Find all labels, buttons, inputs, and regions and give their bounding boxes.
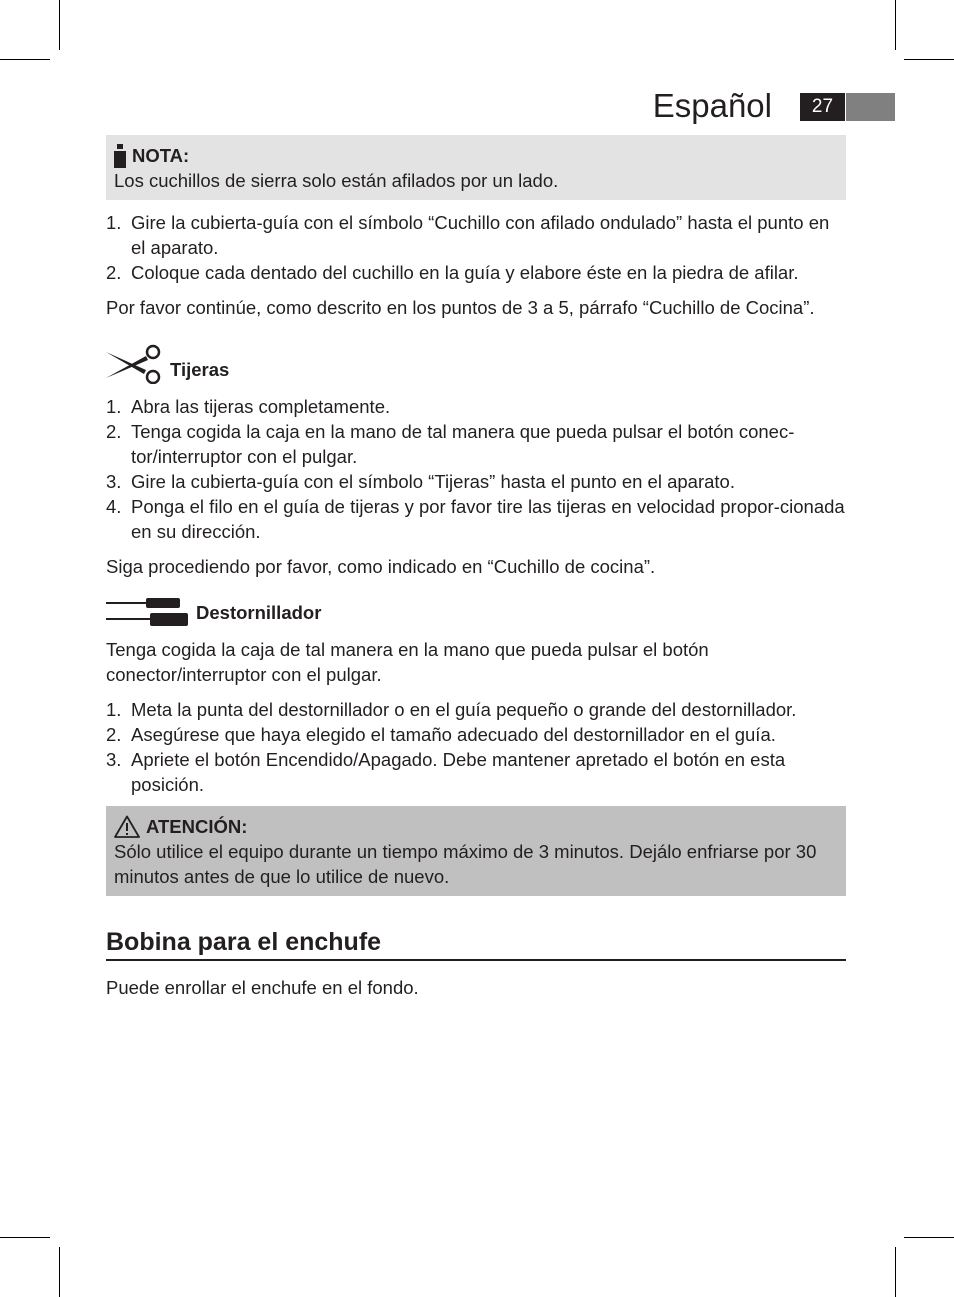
screwdriver-icon <box>106 597 188 627</box>
screwdriver-heading-row <box>106 597 846 627</box>
warning-title-row <box>114 814 838 839</box>
serrated-continue: Por favor continúe, como descrito en los puntos de 3 a 5, párrafo “Cuchillo de Cocina”. <box>106 297 815 318</box>
list-item: 3. Gire la cubierta-guía con el símbolo “Tijeras” hasta el punto en el aparato. <box>106 471 735 492</box>
list-item: 1. Meta la punta del destornillador o en el guía pequeño o grande del destornillador. <box>106 699 797 720</box>
note-title-row <box>114 143 838 168</box>
list-item: 3. Apriete el botón Encendido/Apagado. Debe mantener apretado el botón en esta posición. <box>106 749 786 795</box>
screwdriver-intro: Tenga cogida la caja de tal manera en la mano que pueda pulsar el botón conector/interruptor con el pulgar. <box>106 639 709 685</box>
crop-mark <box>59 1247 60 1297</box>
crop-mark <box>895 1247 896 1297</box>
list-item: 2. Asegúrese que haya elegido el tamaño adecuado del destornillador en el guía. <box>106 724 776 745</box>
crop-mark <box>0 1237 50 1238</box>
header-bar <box>846 93 895 121</box>
crop-mark <box>904 59 954 60</box>
page-content <box>106 135 846 1000</box>
note-text: Los cuchillos de sierra solo están afilados por un lado. <box>114 170 559 191</box>
scissors-heading: Tijeras <box>170 359 230 380</box>
screwdriver-heading: Destornillador <box>196 602 322 623</box>
crop-mark <box>904 1237 954 1238</box>
scissors-steps <box>106 394 846 544</box>
screwdriver-steps <box>106 697 846 797</box>
list-item: 1. Abra las tijeras completamente. <box>106 396 391 417</box>
note-box <box>106 135 846 200</box>
warning-text: Sólo utilice el equipo durante un tiempo máximo de 3 minutos. Dejálo enfriarse por 30 minutos antes de que lo utilice de nuevo. <box>114 841 817 887</box>
scissors-heading-row <box>106 344 846 384</box>
list-item: 1. Gire la cubierta-guía con el símbolo “Cuchillo con afilado ondulado” hasta el punto en el aparato. <box>106 212 830 258</box>
page-language-title: Español <box>652 87 772 124</box>
cord-section-heading: Bobina para el enchufe <box>106 926 846 961</box>
note-title: NOTA: <box>132 145 190 166</box>
list-item: 2. Coloque cada dentado del cuchillo en la guía y elabore éste en la piedra de afilar. <box>106 262 799 283</box>
crop-mark <box>0 59 50 60</box>
crop-mark <box>895 0 896 50</box>
list-item: 4. Ponga el filo en el guía de tijeras y por favor tire las tijeras en velocidad propor-cionada en su dirección. <box>106 496 845 542</box>
info-icon <box>114 144 126 168</box>
warning-title: ATENCIÓN: <box>146 816 248 837</box>
crop-mark <box>59 0 60 50</box>
page-number: 27 <box>800 93 845 121</box>
warning-icon <box>114 815 140 838</box>
warning-box <box>106 806 846 896</box>
serrated-steps <box>106 210 846 285</box>
scissors-continue: Siga procediendo por favor, como indicado en “Cuchillo de cocina”. <box>106 556 656 577</box>
scissors-icon <box>106 344 162 384</box>
list-item: 2. Tenga cogida la caja en la mano de tal manera que pueda pulsar el botón conec-tor/interruptor con el pulgar. <box>106 421 795 467</box>
cord-section-text: Puede enrollar el enchufe en el fondo. <box>106 977 419 998</box>
